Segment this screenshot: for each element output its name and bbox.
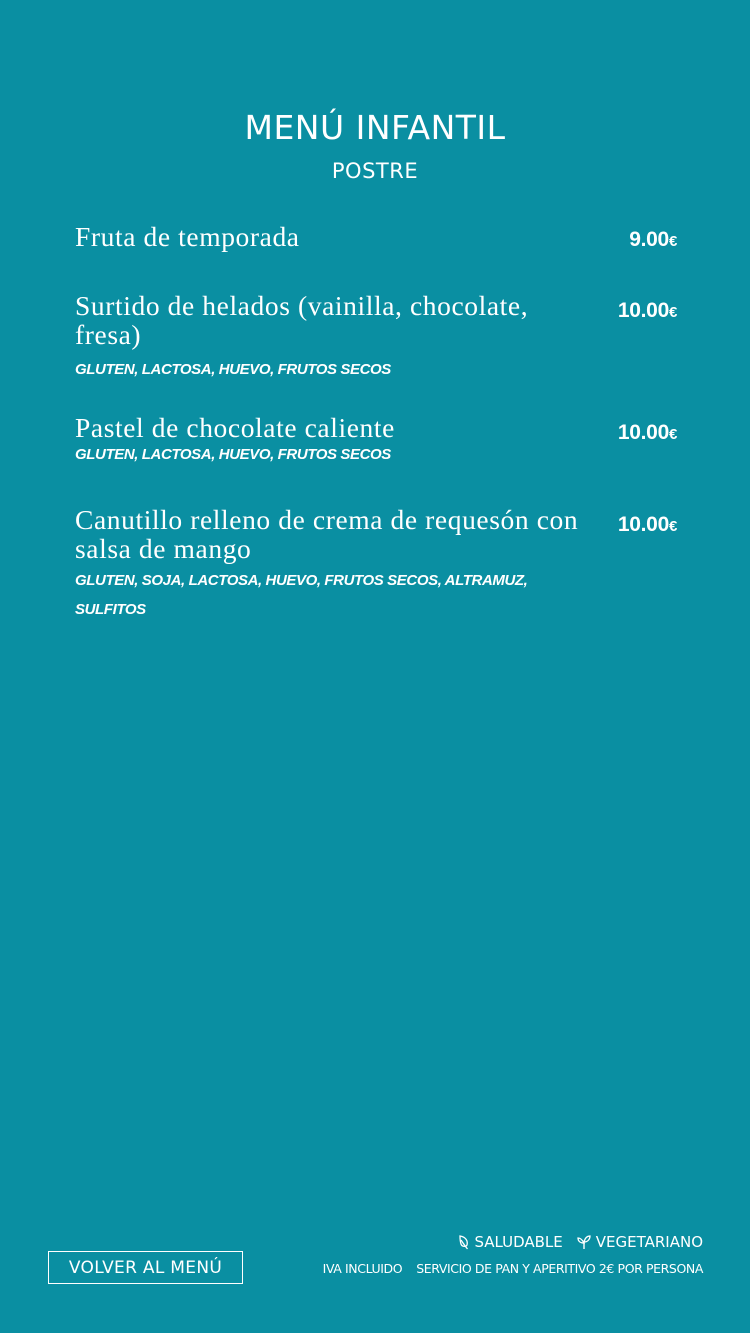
page-title: MENÚ INFANTIL (244, 108, 506, 147)
item-price (618, 513, 677, 537)
menu-header (0, 108, 750, 184)
service-note: SERVICIO DE PAN Y APERITIVO 2€ POR PERSONA (416, 1261, 703, 1276)
price-currency: € (668, 518, 677, 535)
diet-legend (458, 1233, 703, 1251)
item-allergens: GLUTEN, LACTOSA, HUEVO, FRUTOS SECOS (75, 446, 391, 463)
vat-note: IVA INCLUIDO (322, 1261, 403, 1276)
item-price (629, 228, 677, 252)
back-to-menu-button[interactable]: VOLVER AL MENÚ (48, 1251, 243, 1284)
legend-healthy-label: SALUDABLE (474, 1233, 563, 1251)
menu-item (75, 505, 677, 624)
item-name: Canutillo relleno de crema de requesón con salsa de mango (75, 504, 579, 564)
item-allergens: GLUTEN, LACTOSA, HUEVO, FRUTOS SECOS (75, 361, 391, 378)
item-price (618, 421, 677, 445)
price-value: 10.00 (617, 421, 669, 444)
price-currency: € (668, 426, 677, 443)
price-value: 10.00 (617, 513, 669, 536)
menu-item (75, 291, 677, 384)
leaf-icon (458, 1235, 469, 1250)
item-name: Surtido de helados (vainilla, chocolate, fresa) (75, 290, 529, 350)
item-price (618, 299, 677, 323)
price-currency: € (668, 233, 677, 250)
legend-healthy (458, 1233, 562, 1251)
menu-item (75, 413, 677, 469)
item-name: Pastel de chocolate caliente (75, 412, 395, 443)
sprout-icon (577, 1235, 591, 1250)
item-allergens: GLUTEN, SOJA, LACTOSA, HUEVO, FRUTOS SECOS, ALTRAMUZ, SULFITOS (75, 572, 528, 618)
price-value: 10.00 (617, 299, 669, 322)
section-subtitle: POSTRE (331, 159, 419, 183)
menu-item (75, 222, 677, 251)
price-value: 9.00 (629, 228, 669, 251)
price-currency: € (668, 304, 677, 321)
item-name: Fruta de temporada (75, 221, 300, 252)
legend-vegetarian-label: VEGETARIANO (595, 1233, 703, 1251)
legend-vegetarian (577, 1233, 703, 1251)
footer-notes (323, 1261, 703, 1276)
